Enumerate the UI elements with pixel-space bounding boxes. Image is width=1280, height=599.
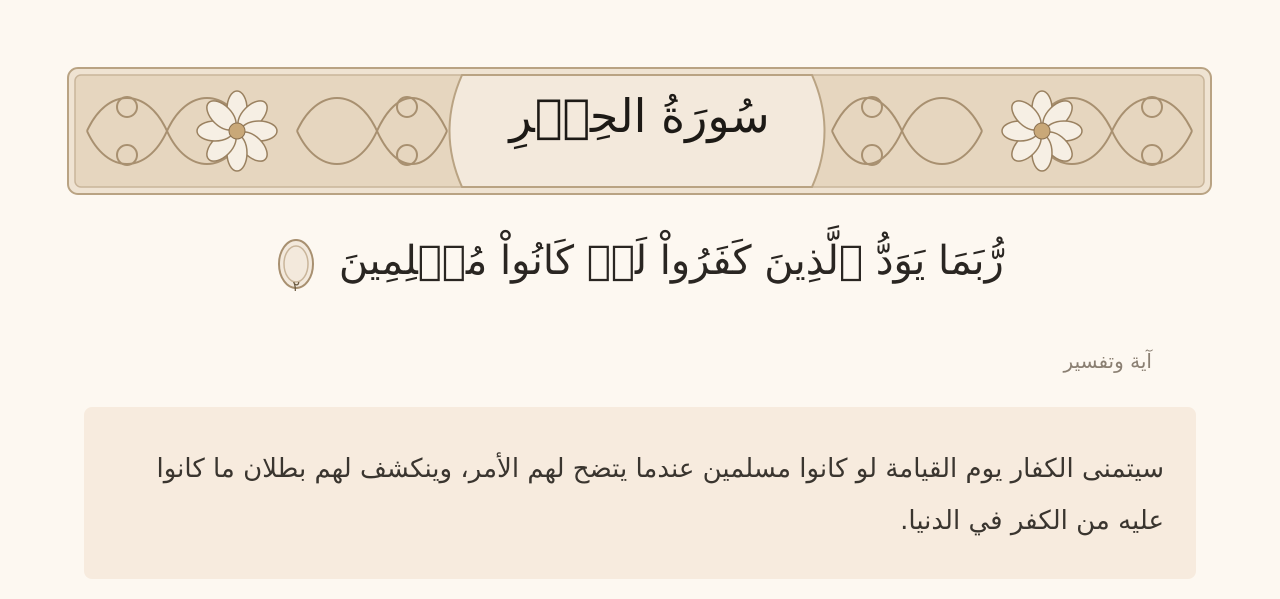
section-label: آية وتفسير — [1063, 349, 1152, 373]
ayah-end-marker-icon — [276, 236, 316, 295]
verse-text: رُّبَمَا يَوَدُّ ٱلَّذِينَ كَفَرُواْ لَوۡ كَانُواْ مُسۡلِمِينَ — [338, 238, 1004, 284]
tafsir-card — [84, 407, 1196, 579]
verse-number: ٢ — [292, 279, 300, 295]
verse-line[interactable] — [0, 226, 1280, 296]
surah-title: سُورَةُ الحِجۡرِ — [509, 89, 770, 143]
surah-header-banner — [67, 67, 1212, 195]
tafsir-text: سيتمنى الكفار يوم القيامة لو كانوا مسلمين عندما يتضح لهم الأمر، وينكشف لهم بطلان ما كانوا عليه من الكفر في الدنيا. — [156, 454, 1164, 536]
